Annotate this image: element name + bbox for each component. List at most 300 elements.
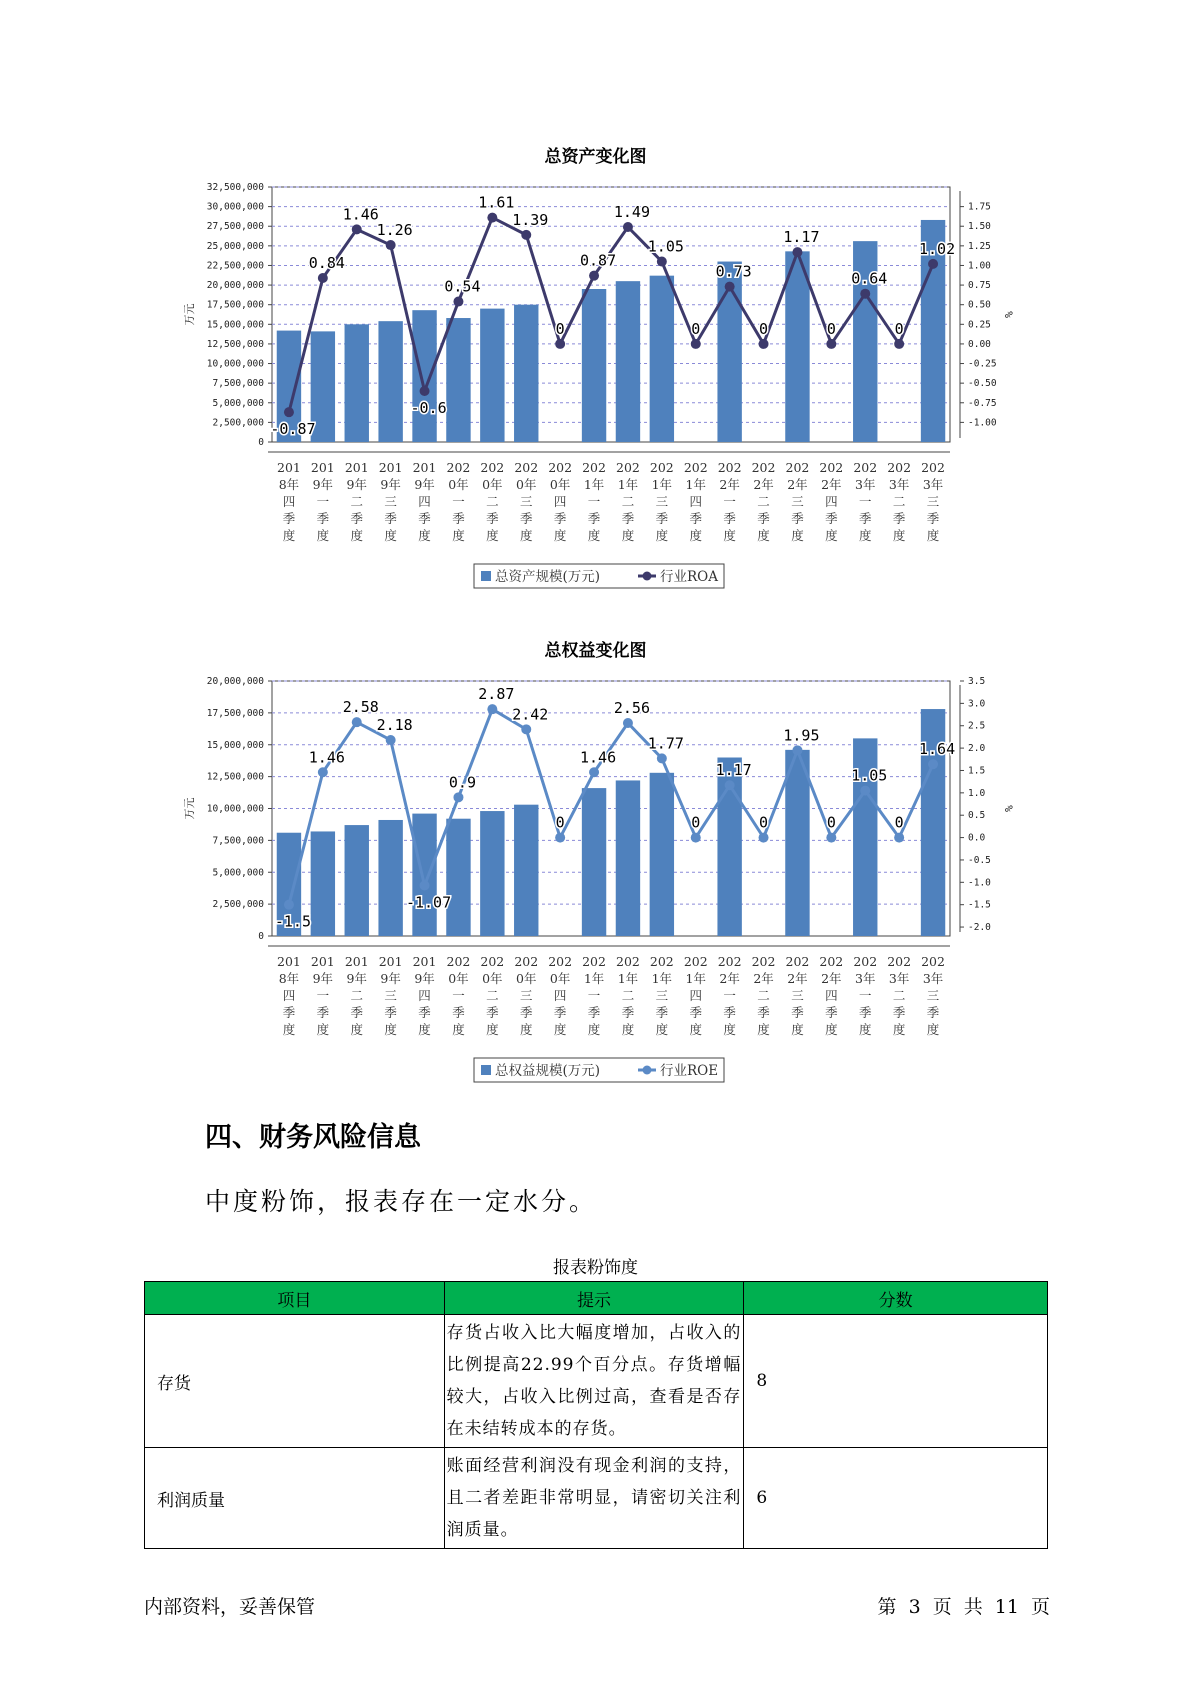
data-label: 0.54 [444, 277, 481, 296]
y-tick-label: 2,500,000 [212, 417, 264, 429]
line-point [318, 767, 328, 777]
x-tick-label: 202 [616, 460, 640, 475]
data-label: 0 [826, 813, 836, 832]
y-tick-label: 30,000,000 [206, 201, 264, 213]
x-tick-label: 季 [553, 511, 567, 526]
chart-title-total-assets: 总资产变化图 [544, 147, 647, 167]
x-tick-label: 度 [689, 528, 703, 543]
y-tick-label: 20,000,000 [206, 280, 264, 292]
x-tick-label: 202 [717, 460, 742, 475]
y2-tick-label: 1.0 [968, 787, 986, 799]
y-tick-label: 10,000,000 [206, 358, 264, 370]
x-tick-label: 季 [452, 1005, 465, 1020]
section-summary: 中度粉饰，报表存在一定水分。 [205, 1187, 598, 1216]
x-tick-label: 202 [819, 954, 844, 969]
data-label: -1.5 [274, 912, 312, 931]
x-tick-label: 季 [825, 511, 838, 526]
y-tick-label: 27,500,000 [206, 221, 264, 233]
x-tick-label: 度 [587, 1022, 601, 1037]
x-tick-label: 度 [858, 1022, 872, 1037]
x-tick-label: 季 [926, 1005, 940, 1020]
x-tick-label: 度 [553, 528, 567, 543]
x-tick-label: 202 [751, 954, 776, 969]
line-point [589, 271, 599, 281]
row-item: 存货 [145, 1315, 445, 1448]
x-tick-label: 二 [892, 494, 906, 509]
legend-bar-label: 总资产规模(万元) [495, 569, 601, 585]
y2-tick-label: -1.5 [968, 899, 991, 911]
x-tick-label: 三 [791, 494, 804, 509]
legend-line-marker [643, 1066, 652, 1075]
x-tick-label: 季 [587, 511, 601, 526]
bar [446, 819, 470, 936]
x-tick-label: 季 [350, 1005, 364, 1020]
line-point [657, 257, 667, 267]
x-tick-label: 3年 [888, 971, 910, 986]
x-tick-label: 202 [819, 460, 844, 475]
bar [345, 324, 369, 442]
x-tick-label: 季 [791, 511, 804, 526]
x-tick-label: 度 [858, 528, 872, 543]
bar [650, 773, 674, 936]
y2-tick-label: -0.5 [968, 854, 991, 866]
x-tick-label: 度 [350, 1022, 364, 1037]
data-label: 0.87 [579, 251, 617, 270]
bar [412, 814, 436, 936]
y2-tick-label: 1.75 [968, 201, 991, 213]
x-tick-label: 202 [480, 460, 505, 475]
data-label: 1.46 [342, 205, 379, 224]
x-tick-label: 季 [350, 511, 364, 526]
line-point [555, 833, 565, 843]
x-tick-label: 季 [418, 511, 431, 526]
row-hint: 存货占收入比大幅度增加，占收入的比例提高22.99个百分点。存货增幅较大，占收入比例过高，查看是否存在未结转成本的存货。 [444, 1315, 744, 1448]
x-tick-label: 季 [452, 511, 465, 526]
x-tick-label: 1年 [685, 477, 706, 492]
x-tick-label: 度 [486, 1022, 499, 1037]
x-tick-label: 度 [621, 1022, 635, 1037]
line-point [928, 759, 938, 769]
data-label: 1.61 [478, 193, 515, 212]
y2-tick-label: 0.75 [968, 280, 991, 292]
x-tick-label: 0年 [549, 477, 571, 492]
x-tick-label: 度 [316, 528, 330, 543]
line-point [792, 745, 802, 755]
x-tick-label: 一 [858, 494, 872, 509]
y2-tick-label: 0.00 [968, 338, 991, 350]
y-axis-label: 万元 [183, 303, 196, 326]
x-tick-label: 0年 [482, 477, 503, 492]
x-tick-label: 度 [282, 1022, 296, 1037]
x-tick-label: 四 [282, 988, 296, 1003]
x-tick-label: 8年 [278, 477, 300, 492]
bar [446, 318, 470, 442]
x-tick-label: 季 [825, 1005, 838, 1020]
data-label: 0.84 [308, 254, 345, 273]
x-tick-label: 季 [621, 511, 635, 526]
total-equity-chart [0, 664, 1191, 1084]
line-point [894, 339, 904, 349]
data-label: 0 [759, 813, 769, 832]
data-label: 1.17 [715, 761, 752, 780]
x-tick-label: 度 [384, 528, 397, 543]
x-tick-label: 202 [480, 954, 505, 969]
line-point [725, 780, 735, 790]
x-tick-label: 一 [587, 494, 601, 509]
line-point [759, 833, 769, 843]
x-tick-label: 季 [519, 511, 533, 526]
y2-tick-label: 0.5 [968, 810, 986, 822]
y2-tick-label: -0.75 [968, 397, 997, 409]
x-tick-label: 度 [723, 528, 736, 543]
x-tick-label: 9年 [380, 971, 401, 986]
x-tick-label: 度 [452, 1022, 465, 1037]
x-tick-label: 2年 [753, 971, 774, 986]
data-label: 0 [759, 319, 769, 338]
x-tick-label: 二 [350, 494, 364, 509]
x-tick-label: 三 [384, 988, 397, 1003]
x-tick-label: 9年 [380, 477, 401, 492]
x-tick-label: 度 [791, 528, 804, 543]
x-tick-label: 季 [757, 511, 770, 526]
line-point [623, 222, 633, 232]
x-tick-label: 2年 [787, 971, 808, 986]
data-label: 2.58 [342, 698, 379, 717]
risk-table [144, 1281, 1048, 1549]
data-label: 1.77 [647, 734, 684, 753]
x-tick-label: 1年 [583, 477, 605, 492]
x-tick-label: 202 [582, 460, 606, 475]
data-label: 0 [691, 813, 701, 832]
x-tick-label: 1年 [651, 477, 673, 492]
bar [616, 780, 640, 936]
data-label: 0.64 [851, 269, 888, 288]
y2-tick-label: 0.25 [968, 319, 991, 331]
x-tick-label: 季 [689, 1005, 703, 1020]
x-tick-label: 1年 [651, 971, 673, 986]
x-tick-label: 一 [723, 494, 736, 509]
x-tick-label: 度 [825, 528, 838, 543]
line-point [657, 753, 667, 763]
y2-axis-label: % [1002, 805, 1015, 812]
x-tick-label: 2年 [821, 971, 842, 986]
y2-tick-label: 0.0 [968, 832, 986, 844]
y2-tick-label: 0.50 [968, 299, 991, 311]
x-tick-label: 度 [892, 528, 906, 543]
legend-line-marker [643, 572, 652, 581]
x-tick-label: 202 [683, 954, 708, 969]
y-tick-label: 5,000,000 [212, 867, 264, 879]
row-score: 6 [744, 1448, 1048, 1549]
x-tick-label: 季 [316, 1005, 330, 1020]
line-point [691, 339, 701, 349]
x-tick-label: 季 [519, 1005, 533, 1020]
y-tick-label: 0 [258, 931, 264, 942]
x-tick-label: 季 [892, 1005, 906, 1020]
y2-axis-label: % [1002, 311, 1015, 318]
x-tick-label: 度 [452, 528, 465, 543]
x-tick-label: 201 [277, 954, 301, 969]
x-tick-label: 3年 [922, 971, 944, 986]
data-label: 1.49 [613, 203, 651, 222]
data-label: 1.46 [579, 748, 617, 767]
line-point [759, 339, 769, 349]
x-tick-label: 度 [757, 1022, 770, 1037]
x-tick-label: 三 [791, 988, 804, 1003]
x-tick-label: 季 [858, 511, 872, 526]
line-point [453, 792, 463, 802]
x-tick-label: 201 [344, 460, 369, 475]
x-tick-label: 度 [926, 528, 940, 543]
x-tick-label: 202 [751, 460, 776, 475]
legend-bar-label: 总权益规模(万元) [495, 1063, 601, 1079]
line-point [453, 297, 463, 307]
x-tick-label: 度 [655, 528, 669, 543]
section-heading: 四、财务风险信息 [205, 1122, 421, 1153]
x-tick-label: 三 [655, 988, 669, 1003]
x-tick-label: 2年 [787, 477, 808, 492]
x-tick-label: 四 [553, 494, 567, 509]
line-point [386, 735, 396, 745]
y2-tick-label: -1.00 [968, 417, 997, 429]
x-tick-label: 202 [683, 460, 708, 475]
x-tick-label: 8年 [278, 971, 300, 986]
legend-bar-swatch [481, 1065, 491, 1075]
x-tick-label: 四 [825, 494, 838, 509]
line-point [284, 900, 294, 910]
x-tick-label: 202 [548, 954, 573, 969]
x-tick-label: 二 [486, 494, 499, 509]
x-tick-label: 四 [689, 988, 703, 1003]
bar [480, 811, 504, 936]
y2-tick-label: 1.50 [968, 221, 991, 233]
data-label: 1.95 [783, 726, 820, 745]
x-tick-label: 1年 [617, 477, 639, 492]
x-tick-label: 0年 [516, 477, 537, 492]
line-point [792, 247, 802, 257]
x-tick-label: 3年 [922, 477, 944, 492]
data-label: 1.46 [308, 748, 345, 767]
x-tick-label: 季 [621, 1005, 635, 1020]
x-tick-label: 2年 [719, 971, 740, 986]
table-row [145, 1448, 1048, 1549]
y2-tick-label: 1.00 [968, 260, 991, 272]
x-tick-label: 3年 [855, 971, 876, 986]
x-tick-label: 0年 [448, 477, 469, 492]
x-tick-label: 201 [310, 460, 335, 475]
x-tick-label: 度 [486, 528, 499, 543]
x-tick-label: 季 [486, 1005, 499, 1020]
y-tick-label: 7,500,000 [212, 378, 264, 390]
y-tick-label: 20,000,000 [206, 676, 264, 687]
bar [378, 820, 402, 936]
x-tick-label: 度 [384, 1022, 397, 1037]
y2-tick-label: 2.5 [968, 720, 986, 732]
x-tick-label: 一 [452, 988, 465, 1003]
x-tick-label: 一 [858, 988, 872, 1003]
data-label: 0 [826, 319, 836, 338]
x-tick-label: 二 [621, 494, 635, 509]
data-label: 0 [555, 319, 565, 338]
x-tick-label: 9年 [346, 971, 367, 986]
line-point [623, 718, 633, 728]
line-point [860, 289, 870, 299]
bar [412, 310, 436, 442]
x-tick-label: 0年 [482, 971, 503, 986]
x-tick-label: 度 [757, 528, 770, 543]
x-tick-label: 季 [486, 511, 499, 526]
y2-tick-label: 3.5 [968, 676, 986, 687]
data-label: 1.26 [376, 221, 413, 240]
x-tick-label: 9年 [312, 477, 334, 492]
x-tick-label: 季 [655, 511, 669, 526]
x-tick-label: 季 [892, 511, 906, 526]
row-hint: 账面经营利润没有现金利润的支持，且二者差距非常明显，请密切关注利润质量。 [444, 1448, 744, 1549]
bar [650, 276, 674, 442]
x-tick-label: 二 [757, 494, 770, 509]
x-tick-label: 二 [621, 988, 635, 1003]
x-tick-label: 202 [649, 460, 674, 475]
x-tick-label: 度 [689, 1022, 703, 1037]
header-item: 项目 [145, 1282, 445, 1315]
x-tick-label: 季 [418, 1005, 431, 1020]
x-tick-label: 度 [655, 1022, 669, 1037]
line-point [521, 724, 531, 734]
y-tick-label: 12,500,000 [206, 771, 264, 783]
legend-line-label: 行业ROA [660, 569, 718, 585]
x-tick-label: 202 [548, 460, 573, 475]
x-tick-label: 季 [858, 1005, 872, 1020]
x-tick-label: 四 [418, 494, 431, 509]
x-tick-label: 四 [418, 988, 431, 1003]
x-tick-label: 度 [316, 1022, 330, 1037]
line-point [318, 273, 328, 283]
x-tick-label: 一 [316, 988, 330, 1003]
x-tick-label: 3年 [888, 477, 910, 492]
x-tick-label: 一 [452, 494, 465, 509]
line-point [555, 339, 565, 349]
x-tick-label: 度 [825, 1022, 838, 1037]
table-header-row [145, 1282, 1048, 1315]
x-tick-label: 度 [350, 528, 364, 543]
x-tick-label: 度 [519, 1022, 533, 1037]
x-tick-label: 二 [892, 988, 906, 1003]
x-tick-label: 9年 [346, 477, 367, 492]
x-tick-label: 202 [921, 954, 945, 969]
x-tick-label: 202 [853, 954, 878, 969]
x-tick-label: 1年 [583, 971, 605, 986]
y-tick-label: 2,500,000 [212, 899, 264, 911]
x-tick-label: 三 [384, 494, 397, 509]
x-tick-label: 9年 [414, 477, 435, 492]
y2-tick-label: 2.0 [968, 743, 986, 755]
x-tick-label: 202 [446, 954, 471, 969]
x-tick-label: 季 [384, 1005, 397, 1020]
x-tick-label: 9年 [414, 971, 435, 986]
chart-title-total-equity: 总权益变化图 [544, 641, 647, 661]
line-point [352, 224, 362, 234]
x-tick-label: 三 [926, 988, 940, 1003]
bar [514, 805, 538, 936]
x-tick-label: 202 [887, 954, 912, 969]
line-point [521, 230, 531, 240]
footer-page-number: 第 3 页 共 11 页 [877, 1596, 1050, 1618]
x-tick-label: 三 [926, 494, 940, 509]
legend-line-label: 行业ROE [660, 1063, 719, 1079]
line-point [894, 833, 904, 843]
line-point [487, 213, 497, 223]
y2-tick-label: -0.25 [968, 358, 997, 370]
bar [785, 750, 809, 936]
data-label: -0.87 [270, 420, 316, 439]
x-tick-label: 一 [723, 988, 736, 1003]
data-label: 2.87 [478, 685, 515, 704]
line-point [420, 880, 430, 890]
bar [311, 831, 335, 936]
y-tick-label: 17,500,000 [206, 707, 264, 719]
x-tick-label: 2年 [821, 477, 842, 492]
total-assets-chart [0, 170, 1191, 590]
x-tick-label: 季 [723, 1005, 736, 1020]
x-tick-label: 202 [649, 954, 674, 969]
bar [616, 281, 640, 442]
x-tick-label: 季 [384, 511, 397, 526]
line-point [420, 386, 430, 396]
x-tick-label: 四 [689, 494, 703, 509]
data-label: 0.9 [448, 773, 476, 792]
y2-tick-label: -0.50 [968, 378, 997, 390]
bar [514, 305, 538, 442]
y-tick-label: 17,500,000 [206, 299, 264, 311]
x-tick-label: 度 [791, 1022, 804, 1037]
data-label: 2.42 [512, 705, 549, 724]
x-tick-label: 9年 [312, 971, 334, 986]
x-tick-label: 202 [616, 954, 640, 969]
x-tick-label: 二 [486, 988, 499, 1003]
x-tick-label: 一 [587, 988, 601, 1003]
x-tick-label: 202 [717, 954, 742, 969]
line-point [691, 833, 701, 843]
legend-bar-swatch [481, 571, 491, 581]
y-tick-label: 15,000,000 [206, 319, 264, 331]
y2-tick-label: -2.0 [968, 922, 991, 934]
data-label: 1.05 [851, 766, 888, 785]
row-score: 8 [744, 1315, 1048, 1448]
data-label: 1.39 [512, 210, 549, 229]
x-tick-label: 202 [582, 954, 606, 969]
x-tick-label: 四 [553, 988, 567, 1003]
x-tick-label: 201 [378, 954, 403, 969]
x-tick-label: 季 [316, 511, 330, 526]
data-label: 0 [894, 319, 904, 338]
bar [480, 309, 504, 442]
line-point [487, 704, 497, 714]
data-label: -1.07 [405, 893, 452, 912]
y2-tick-label: 1.5 [968, 765, 986, 777]
row-item: 利润质量 [145, 1448, 445, 1549]
x-tick-label: 四 [282, 494, 296, 509]
x-tick-label: 度 [282, 528, 296, 543]
x-tick-label: 季 [282, 511, 296, 526]
x-tick-label: 度 [553, 1022, 567, 1037]
bar [378, 321, 402, 442]
x-tick-label: 202 [785, 460, 810, 475]
line-point [386, 240, 396, 250]
data-label: 2.56 [613, 699, 651, 718]
x-tick-label: 201 [310, 954, 335, 969]
y-tick-label: 15,000,000 [206, 739, 264, 751]
data-label: 2.18 [376, 716, 413, 735]
